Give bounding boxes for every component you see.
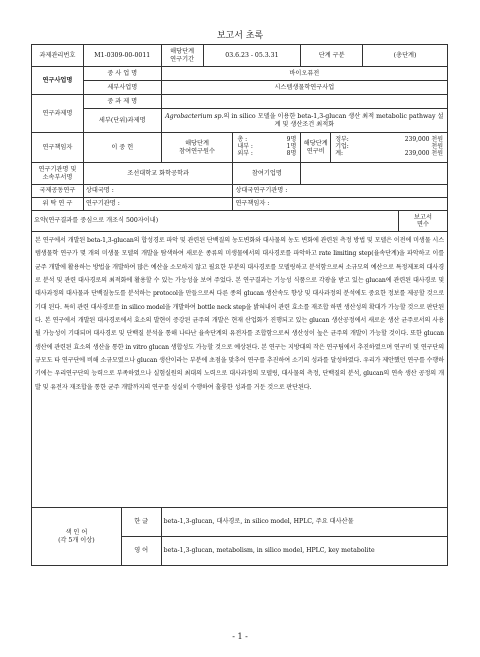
consign-org-field [83,198,233,211]
consign-org-label: 연구기관명 : [85,200,120,208]
detail-project-label: 세부사업명 [83,81,161,95]
people-counts [233,133,301,163]
keywords-ko-label: 한 글 [121,508,161,537]
detail-task-rest: 의 in silico 모델을 이용한 beta-1,3-glucan 생산 최적 metabolic pathway 설계 및 생산조건 최적화 [223,113,444,128]
detail-task-value [161,109,447,133]
nation-label: 상대국명 : [85,187,114,195]
consign-head-label: 연구책임자 : [235,200,270,208]
gov-label: 정부: [335,136,349,144]
task-number-value: M1-0309-00-0011 [83,45,161,67]
middle-project-label: 중 사 업 명 [83,67,161,81]
nation-field [83,185,233,198]
page-number: - 1 - [232,632,248,641]
researcher-label: 연구책임자 [32,133,84,163]
keywords-en-label: 영 어 [121,537,161,566]
inner-value: 1명 [286,143,297,151]
total-value: 9명 [286,136,297,144]
summary-text: 본 연구에서 개발된 beta-1,3-glucan의 합성경로 파악 및 관련된 단백질의 농도변화와 대사물의 농도 변화에 관련된 측정 방법 및 모델은 이전에 미생물 시스템생물학 연구가 몇 개의 미생물 모델의 개발을 탐색하여 새로운 종류의 미생물에서의 대사경로를 파악하고 rate limiting step(율속단계)을 파악하고 이를 균주 개발에 활용하는 방법을 개발하여 많은 예산을 소모하지 않고 필요한 부분의 대사경로를 모델링하고 분석함으로써 소규모의 예산으로 특정제포의 대사경로 분석 및 관련 대사경로의 최적화에 활용할 수 있는 가능성을 보여 주었다. 본 연구결과는 기능성 식품으로 각광을 받고 있는 glucan에 관련된 대사경로 및 대사과정의 대사물과 단백질농도를 분석하는 protocol을 만들으로써 다른 종의 glucan 생산속도 향상 및 대사과정의 분석에도 중요한 정보를 제공할 것으로 기대 된다. 특히 관련 대사경로를 in silico model을 개발하여 bottle neck step을 밝혀내어 관련 효소를 재조합 하면 생산성의 확대가 가능할 것으로 판단된다. 본 연구에서 개발된 대사경로에서 효소의 발현이 증강된 균주의 개발은 현재 산업화가 진행되고 있는 glucan 생산공정에서 새로운 생산 균주로서의 사용될 가능성이 기대되며 대사경로 및 단백질 분석을 통해 나타난 율속단계의 유전자를 조합함으로써 생산성이 높은 균주의 개발이 가능할 것이다. 또한 glucan 생산에 관련된 효소의 생산을 통한 in vitro glucan 생합성도 가능할 것으로 예상된다. 본 연구는 지방대의 작은 연구팀에서 추진하였으며 연구비 및 연구단의 규모도 타 연구단에 비해 소규모였으나 glucan 생산이라는 부분에 초점을 맞추어 연구를 추진하여 소기의 성과를 달성하였다. 우리가 제안했던 연구를 수행하기에는 우리연구단의 능력으로 부족하였으나 실험실원의 최대의 노력으로 대사과정의 모델링, 대사물의 측정, 단백질의 분석, glucan의 연속 생산 공정의 개발 및 유전자 재조합을 통한 균주 개발까지의 연구를 성실히 수행하여 훌륭한 성과를 거둔 것으로 판단된다. [32,232,448,508]
stage-label: 단계 구분 [301,45,363,67]
middle-task-label: 중 과 제 명 [83,95,161,109]
company-label: 기업: [335,143,349,151]
cost-label: 해당단계 연구비 [301,133,331,163]
sum-label: 계: [335,149,344,157]
inner-label: 내부 : [237,143,253,151]
detail-project-value: 시스템생물학연구사업 [161,81,447,95]
keywords-label: 색 인 어 (각 5개 이상) [32,508,122,566]
org-value: 조선대학교 화학공학과 [83,163,233,185]
middle-project-value: 바이오퓨전 [161,67,447,81]
detail-task-italic: Agrobacterium sp. [165,113,224,121]
period-label: 해당단계 연구기간 [161,45,203,67]
outer-value: 8명 [286,149,297,157]
partner-label: 참여기업명 [233,163,301,185]
page-title: 보고서 초록 [216,31,264,41]
outer-label: 외부 : [237,149,253,157]
pages-label: 보고서 면수 [399,211,448,232]
period-value: 03.6.23 - 05.3.31 [203,45,301,67]
consign-label: 위 탁 연 구 [32,198,84,211]
detail-task-label: 세부(단위)과제명 [83,109,161,133]
company-value: 천원 [431,143,443,151]
intl-label: 국제공동연구 [32,185,84,198]
intl-org-field [233,185,448,198]
keywords-ko-value: beta-1,3-glucan, 대사경로, in silico model, HPLC, 주요 대사산물 [161,508,447,537]
middle-task-value [161,95,447,109]
people-label: 해당단계 참여연구원수 [161,133,233,163]
project-label: 연구사업명 [32,67,84,95]
total-label: 총 : [237,136,248,144]
keywords-en-value: beta-1,3-glucan, metabolism, in silico model, HPLC, key metabolite [161,537,447,566]
partner-value [301,163,448,185]
sum-value: 239,000 천원 [404,149,443,157]
intl-org-label: 상대국연구기관명 : [235,187,288,195]
gov-value: 239,000 천원 [404,136,443,144]
cost-values [331,133,448,163]
consign-head-field [233,198,448,211]
summary-label: 요약(연구결과를 중심으로 개조식 500자이내) [32,211,399,232]
task-number-label: 과제관리번호 [32,45,84,67]
org-label: 연구기관명 및 소속부서명 [32,163,84,185]
researcher-name: 이 중 헌 [83,133,161,163]
report-abstract-table [31,44,448,566]
task-label: 연구과제명 [32,95,84,133]
stage-value: (총단계) [363,45,448,67]
